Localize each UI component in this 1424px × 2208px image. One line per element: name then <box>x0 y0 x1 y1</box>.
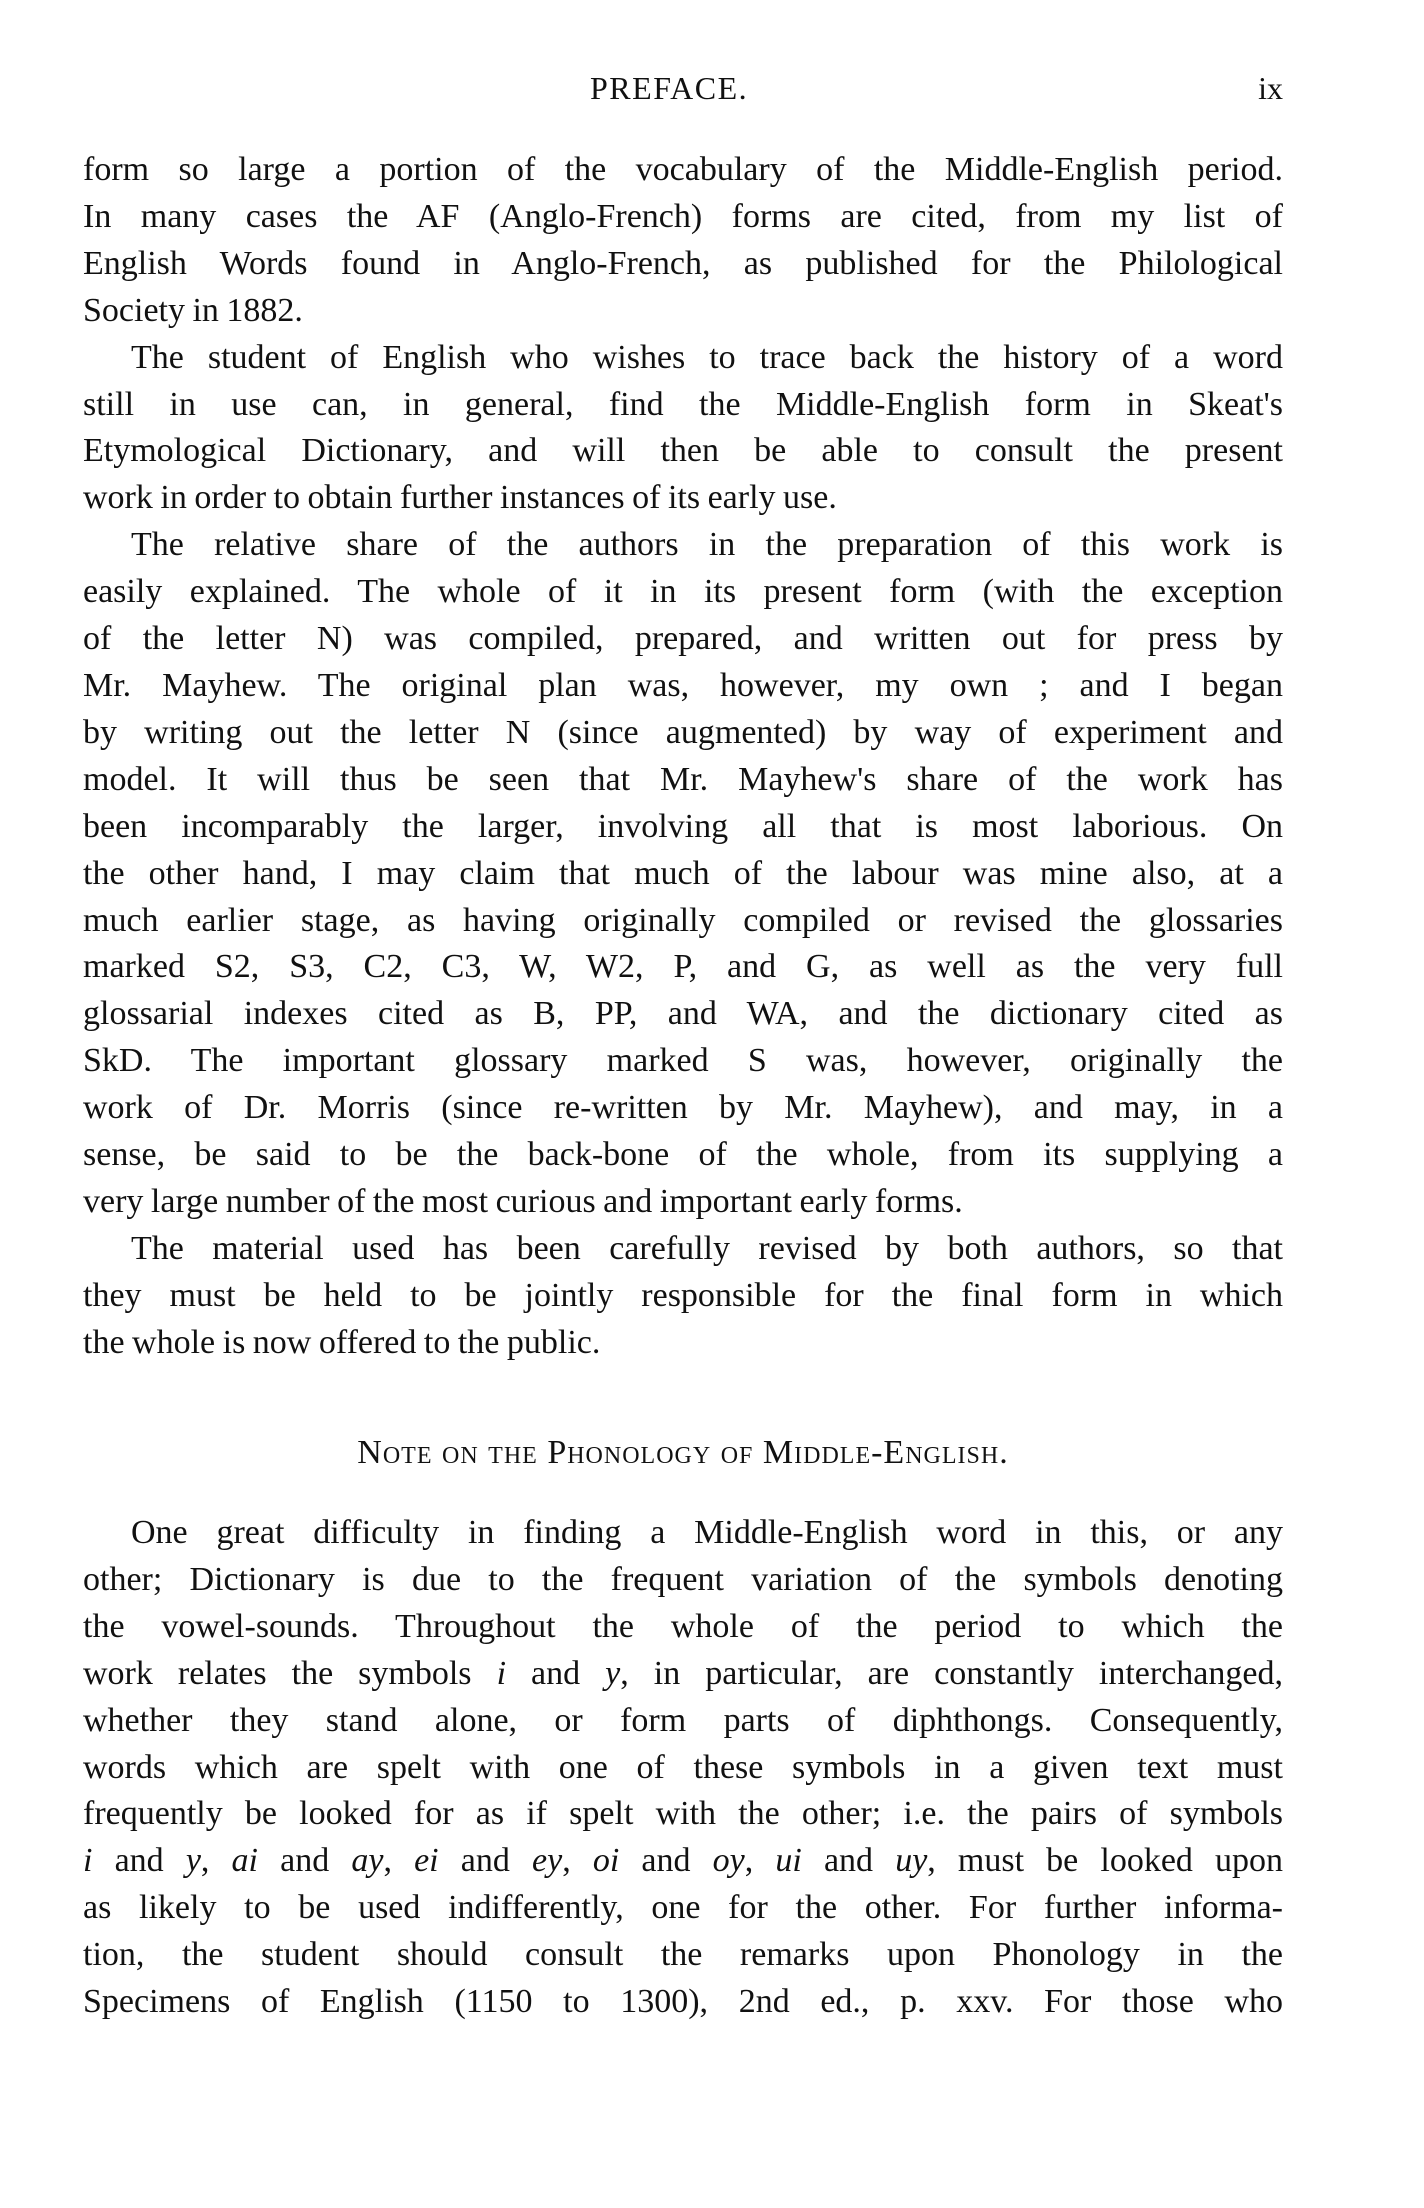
text-line: model. It will thus be seen that Mr. Mayhew's share of the work has <box>83 760 1283 798</box>
text-segment: and <box>801 1842 896 1880</box>
text-line: English Words found in Anglo-French, as published for the Philological <box>83 244 1283 282</box>
paragraph <box>83 1510 1283 2026</box>
italic-symbol: uy <box>895 1842 928 1880</box>
text-segment: , must be looked upon <box>927 1842 1284 1880</box>
running-head <box>83 70 1283 110</box>
text-segment: words which are spelt with one of these symbols in a given text must <box>83 1748 1283 1786</box>
text-segment: tion, the student should consult the remarks upon Phonology in the <box>83 1936 1283 1974</box>
italic-symbol: y <box>605 1654 621 1692</box>
text-line: work in order to obtain further instances of its early use. <box>83 479 837 517</box>
text-segment: , <box>383 1842 415 1880</box>
text-segment: work relates the symbols <box>83 1654 497 1692</box>
text-line: Mr. Mayhew. The original plan was, however, my own ; and I began <box>83 666 1283 704</box>
text-line: marked S2, S3, C2, C3, W, W2, P, and G, as well as the very full <box>83 948 1283 986</box>
paragraph <box>83 147 1283 335</box>
text-line: easily explained. The whole of it in its present form (with the exception <box>83 573 1283 611</box>
text-line <box>83 1557 1283 1604</box>
preface-body <box>83 147 1283 1367</box>
text-line: SkD. The important glossary marked S was, however, originally the <box>83 1042 1283 1080</box>
text-line <box>83 1604 1283 1651</box>
text-line: work of Dr. Morris (since re-written by Mr. Mayhew), and may, in a <box>83 1089 1283 1127</box>
italic-symbol: ai <box>231 1842 258 1880</box>
text-line: The material used has been carefully revised by both authors, so that <box>131 1229 1283 1267</box>
italic-symbol: oi <box>592 1842 620 1880</box>
text-line: The relative share of the authors in the preparation of this work is <box>131 526 1283 564</box>
text-segment: , <box>562 1842 593 1880</box>
text-segment: , in particular, are constantly interchanged, <box>620 1654 1283 1692</box>
text-line: they must be held to be jointly responsible for the final form in which <box>83 1276 1283 1314</box>
italic-symbol: ei <box>414 1842 439 1880</box>
page-number: ix <box>1258 70 1283 106</box>
text-line: Society in 1882. <box>83 291 303 329</box>
paragraph <box>83 522 1283 1226</box>
text-line <box>83 1698 1283 1745</box>
paragraph <box>83 1226 1283 1367</box>
text-line: by writing out the letter N (since augmented) by way of experiment and <box>83 713 1283 751</box>
text-line <box>83 1838 1283 1885</box>
paragraph <box>83 335 1283 523</box>
italic-symbol: oy <box>712 1842 745 1880</box>
running-title: PREFACE. <box>590 70 749 106</box>
phonology-note-body <box>83 1510 1283 2026</box>
text-line <box>83 1745 1283 1792</box>
text-line: been incomparably the larger, involving all that is most laborious. On <box>83 807 1283 845</box>
text-segment: , <box>744 1842 776 1880</box>
text-line: much earlier stage, as having originally compiled or revised the glossaries <box>83 901 1283 939</box>
text-segment: frequently be looked for as if spelt with the other; i.e. the pairs of symbols <box>83 1795 1283 1833</box>
text-line: In many cases the AF (Anglo-French) forms are cited, from my list of <box>83 197 1283 235</box>
text-segment: and <box>92 1842 186 1880</box>
text-segment: other; Dictionary is due to the frequent variation of the symbols denoting <box>83 1560 1283 1598</box>
text-line: The student of English who wishes to trace back the history of a word <box>131 338 1283 376</box>
text-line: the whole is now offered to the public. <box>83 1323 601 1361</box>
text-segment: Specimens of English (1150 to 1300), 2nd ed., p. xxv. For those who <box>83 1983 1283 2021</box>
italic-symbol: ey <box>532 1842 563 1880</box>
italic-symbol: i <box>496 1654 507 1692</box>
text-segment: and <box>506 1654 606 1692</box>
text-segment: the vowel-sounds. Throughout the whole of the period to which the <box>83 1607 1283 1645</box>
section-heading: Note on the Phonology of Middle-English. <box>357 1434 1009 1471</box>
text-line: of the letter N) was compiled, prepared, and written out for press by <box>83 620 1283 658</box>
text-line: sense, be said to be the back-bone of the whole, from its supplying a <box>83 1136 1283 1174</box>
italic-symbol: y <box>185 1842 201 1880</box>
text-segment: whether they stand alone, or form parts of diphthongs. Consequently, <box>83 1701 1283 1739</box>
text-line <box>83 1885 1283 1932</box>
text-line: still in use can, in general, find the Middle-English form in Skeat's <box>83 385 1283 423</box>
italic-symbol: ay <box>351 1842 384 1880</box>
text-segment: and <box>438 1842 532 1880</box>
text-segment: One great difficulty in finding a Middle-English word in this, or any <box>131 1514 1283 1551</box>
text-line <box>83 1932 1283 1979</box>
text-line <box>83 1510 1283 1557</box>
italic-symbol: i <box>83 1842 93 1880</box>
text-line <box>83 1651 1283 1698</box>
text-segment: as likely to be used indifferently, one for the other. For further informa- <box>83 1889 1283 1927</box>
text-line: Etymological Dictionary, and will then be able to consult the present <box>83 432 1283 470</box>
text-line: glossarial indexes cited as B, PP, and WA, and the dictionary cited as <box>83 995 1283 1033</box>
text-segment: , <box>200 1842 232 1880</box>
italic-symbol: ui <box>775 1842 802 1880</box>
text-line <box>83 1979 1283 2026</box>
text-segment: and <box>619 1842 713 1880</box>
text-line: the other hand, I may claim that much of the labour was mine also, at a <box>83 854 1283 892</box>
text-segment: and <box>258 1842 352 1880</box>
text-line: very large number of the most curious and important early forms. <box>83 1182 963 1220</box>
text-line <box>83 1791 1283 1838</box>
text-line: form so large a portion of the vocabulary of the Middle-English period. <box>83 151 1283 188</box>
